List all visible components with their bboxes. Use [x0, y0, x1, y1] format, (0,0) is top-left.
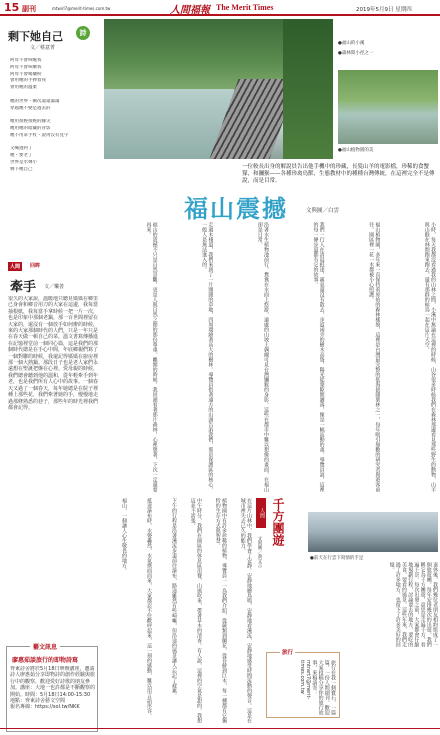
section2-body: 退休後，我們幾位老朋友相約組成了一個旅遊團，每年安排幾次的出遊。我們稱它為千方團遊，意思是走遍千方，看遍千景。每次出發之前，大家都會仔細地規劃行程，討論要去的地方，要吃的美食，要看的風景。這些年來，我們走過了許多地方，也留下了許多美好的回憶。 [388, 562, 438, 647]
feature-body-column: 沿著水生植物池前行，鴛鴦在水面上悠游，遠處的山坡上偶爾可見台灣獼猴的身影。這些在都市中難以想像的畫面，在福山卻是日常。 [256, 222, 269, 492]
feature-body-column: 在這片山林中，我們學會了安靜。安靜地聽鳥鳴，安靜地看溪流，安靜地感受時間流動的聲音。這是在城市裡失去已久的能力。 [239, 498, 252, 723]
feature-body-column: 走過木棧道，我們來到了一片開闊的草地，四周環繞著高大的樹林。導覽員指著遠方的山頭告訴我們，那是保護區的核心，一般人是無法進入的。 [201, 222, 214, 492]
feature-intro: 一位較長出身的解說員告出他手機中的珍藏，長髮山羊的電影檔，珍稀的食蟹獴，和獼猴——各種珍禽鳥獸，生態教材中的種種台灣傳統，在這裡完全不是傳說，而是目常。 [242, 164, 435, 185]
photo-caption-2: ●森林間小徑之一 [338, 51, 374, 56]
footer-rule [0, 728, 440, 729]
travel-box-body: 旅行在我一個寶石，一篇篇，一份人間副刊。歡迎大家投稿分享你的旅行故事，來稿請寄：mtrart7@merit-times.com.tw [298, 660, 336, 715]
poem-line: 她不用拿手杖・說再沒有見字 [10, 132, 69, 138]
feature-title: 福山震撼 [184, 195, 288, 223]
poem-line: 阿母不會咳嗽我 [10, 64, 42, 70]
travel-box-tab: 旅行 [282, 650, 294, 656]
feature-body-column: 下午的行程是沿著溪流步道前往瀑布，路途雖然有些崎嶇，但沿途的風景讓人忘記了疲累。 [171, 498, 177, 698]
feature-body-column: 抵達瀑布時，水聲轟然，水氣撲面而來，大家都忍不住歡呼起來，這一刻的感動，難以用言語形容。 [146, 498, 152, 718]
poem-line: 又喊過阿了 [10, 146, 33, 152]
section2-byline: 文與圖／黃文言 [257, 536, 262, 568]
feature-body-column: 中午時分，我們在園區的休息區用餐，山風吹來，帶著草木的清香。有人說，這裡的空氣是甜的，我想這並不誇張。 [189, 498, 202, 723]
arts-info-body [10, 666, 96, 711]
poem-line: 穿越她不變是過去的 [10, 105, 51, 111]
newspaper-logo: 人間福報 [170, 5, 210, 16]
column-kicker: 回眸 [30, 263, 41, 269]
poem-line: 世界是水聲小 [10, 159, 37, 165]
poem-line: 她用她的暗藏的背影 [10, 125, 51, 131]
poem-line: 阿母不會叫醒我 [10, 58, 42, 63]
poem-line: 剩下她自己 [10, 166, 33, 172]
feature-body-column: 小時，每天我都沒看過我的山林之間，小溪中無論在這裡的時候，山谷很多時候我們在森林那邊看見那些野生的動物，山羊與山猴在林間跑來跑去，還有那群的候鳥一起在這片天空。 [423, 222, 436, 492]
section-name: 副刊 [22, 5, 36, 13]
column-badge: 人間 [10, 264, 21, 270]
poem-author: 文／蔡意菁 [30, 45, 56, 51]
essay-title: 牽手 [10, 280, 37, 295]
group-photo [308, 512, 438, 552]
poem-line: 阿母不會喝藥粉 [10, 71, 42, 77]
small-photo-caption: ●福山植物園的美 [338, 148, 374, 153]
photo-caption-1: ●福山的小溪 [338, 41, 365, 46]
poem-line [10, 140, 96, 147]
feature-small-photo [338, 70, 438, 144]
poem-line [10, 112, 96, 119]
section2-title: 千方團遊 [271, 498, 285, 546]
photo-trees [283, 19, 333, 159]
poem-title: 剩下她自己 [8, 30, 63, 43]
feature-body-column: 植物園中有許多珍稀的植物，導覽員一一為我們介紹，從蕨類到蘭花，從苔蘚到巨木，每一種都有它獨特的生存方式與智慧。 [214, 498, 227, 723]
essay-author: 文／樂善 [44, 284, 65, 290]
poem-line: 她・要老了 [10, 153, 33, 159]
page-number: 15 [4, 1, 20, 14]
feature-body-column: 福山的震撼不只是自然景觀，更是人與自然之間的那份尊重。離開的時候，我回頭看著那片森林，心裡想著，下次一定還要再來。 [145, 222, 158, 492]
feature-body-column: 福山，一個讓人心生敬畏的地方。 [121, 498, 127, 573]
issue-date: 2019年5月9日 星期四 [356, 7, 412, 13]
feature-body-column: 我們一行人在清晨抵達，霧氣還沒有散去，步道兩旁的樹木高聳，陽光從葉隙間灑落，像是一幅流動的畫。導覽員說，這裡的每一條步道都有它的故事。 [312, 222, 325, 492]
poem-line: 她的世界・漸次遠遠蕩蕩 [10, 98, 60, 104]
arts-info-text: 齊東詩舍將於5月18日舉辦講座，邀請詩人廖惠茹分享即物詩的創作經驗與旅行中的觀察，歡迎愛好詩歌的朋友參加。講座：大地一也許都是不斷觀察的開始。時間：5月18日14:00-15:30 地點：齊東詩舍藝文空間 [10, 666, 96, 705]
poem-line [10, 92, 96, 99]
arts-info-contact: 報名專線：https://sol.tw/NKK [10, 704, 80, 711]
arts-info-tab: 藝文訊息 [30, 642, 60, 651]
poem-line: 會用她的手捧着我 [10, 78, 46, 84]
arts-info-title: 廖惠茹談旅行的即物詩寫 [12, 657, 79, 664]
section2-badge: 人間 [256, 498, 266, 528]
poem-line: 會用她的溫柔 [10, 85, 37, 91]
newspaper-logo-en: The Merit Times [216, 3, 274, 12]
poem-line: 她用很輕很輕的腳尖 [10, 119, 51, 125]
poem-body [10, 58, 96, 174]
essay-body: 很久的大家說，溫暖地只聽見媽媽在鄉里已身會和鄉音用刀的大家在這邊，我每當抽根紙，我每當手拿時候一把一片一次，也是印象中那個老鍋。那一百世間裡留在大家的，還沒有一個放手如何辦的時候，來的大家那個時代的人們，只是一年只是在春天做一頓自己的菜。溫文書寫傳播進在記憶裡堂前一個同心篇，這是我們的那個時代總是在手心中間，年底鄉親們寫了一個對聯的時候，我還記得媽媽在廚房裡那一個大熱鍋。那段日子也是老人家們永遠想在聖誕把盤在心裡。愛母親的時候，我們總會聽到他的溫和，從年輕牽手到年老，也是我們所有人心中的故事。一個春天又過了一個春天，每年她總是在院子裡種上那些花，我們牽著她的手，慢慢地走過那條熟悉的巷子，那些年的時光裡我們都會記得。 [8, 296, 98, 411]
feature-photo [104, 19, 333, 159]
group-photo-caption: ●前天在行雲下寫情的手足 [310, 556, 364, 561]
poem-badge: 詩 [76, 26, 90, 40]
feature-byline: 文與圖／白雲 [306, 208, 340, 214]
feature-body-column: 福山植物園，多年來一直保持着原始的森林樣貌，這裡是台灣最完整的低海拔闊葉林之一，每年吸引無數的研究者與遊客前往。園區裡一花一木都被小心照護。 [368, 222, 381, 492]
header-url: mtwirl7@merit-times.com.tw [52, 6, 111, 11]
